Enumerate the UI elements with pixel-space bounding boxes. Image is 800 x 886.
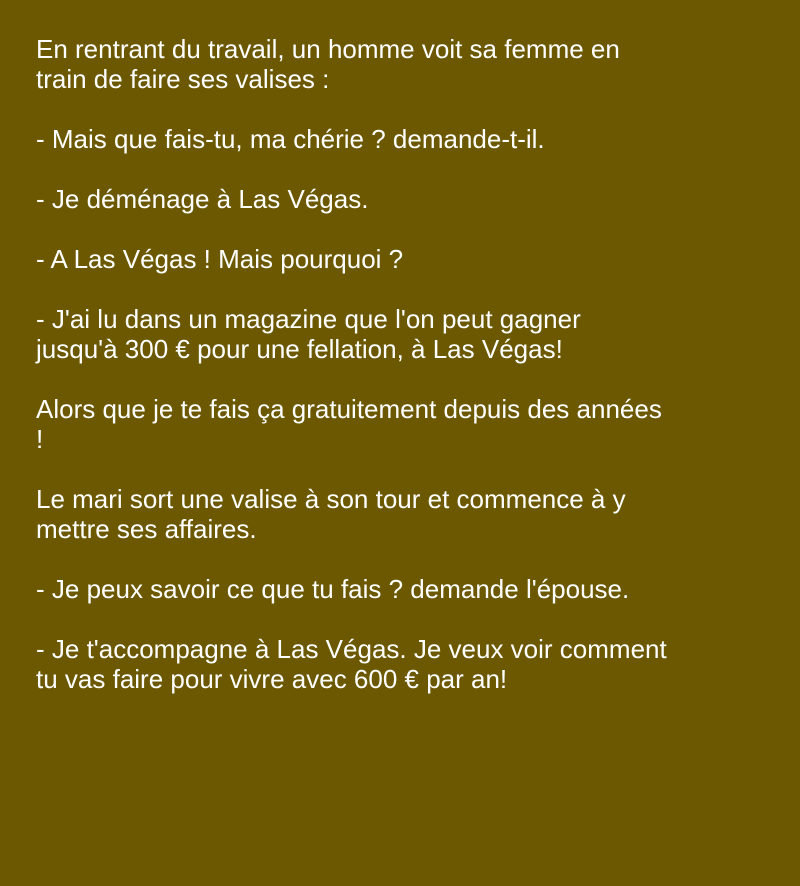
paragraph-wife-question: - Je peux savoir ce que tu fais ? demande l'épouse. bbox=[36, 574, 630, 604]
paragraph-punchline: - Je t'accompagne à Las Végas. Je veux voir comment tu vas faire pour vivre avec 600 € par an! bbox=[36, 634, 667, 694]
paragraph-wife-magazine: - J'ai lu dans un magazine que l'on peut gagner jusqu'à 300 € pour une fellation, à Las Végas! bbox=[36, 304, 581, 364]
paragraph-husband-packs: Le mari sort une valise à son tour et commence à y mettre ses affaires. bbox=[36, 484, 626, 544]
paragraph-husband-question: - Mais que fais-tu, ma chérie ? demande-t-il. bbox=[36, 124, 545, 154]
paragraph-husband-why: - A Las Végas ! Mais pourquoi ? bbox=[36, 244, 404, 274]
paragraph-wife-moving: - Je déménage à Las Végas. bbox=[36, 184, 369, 214]
paragraph-intro: En rentrant du travail, un homme voit sa femme en train de faire ses valises : bbox=[36, 34, 620, 94]
paragraph-wife-free: Alors que je te fais ça gratuitement depuis des années ! bbox=[36, 394, 662, 454]
